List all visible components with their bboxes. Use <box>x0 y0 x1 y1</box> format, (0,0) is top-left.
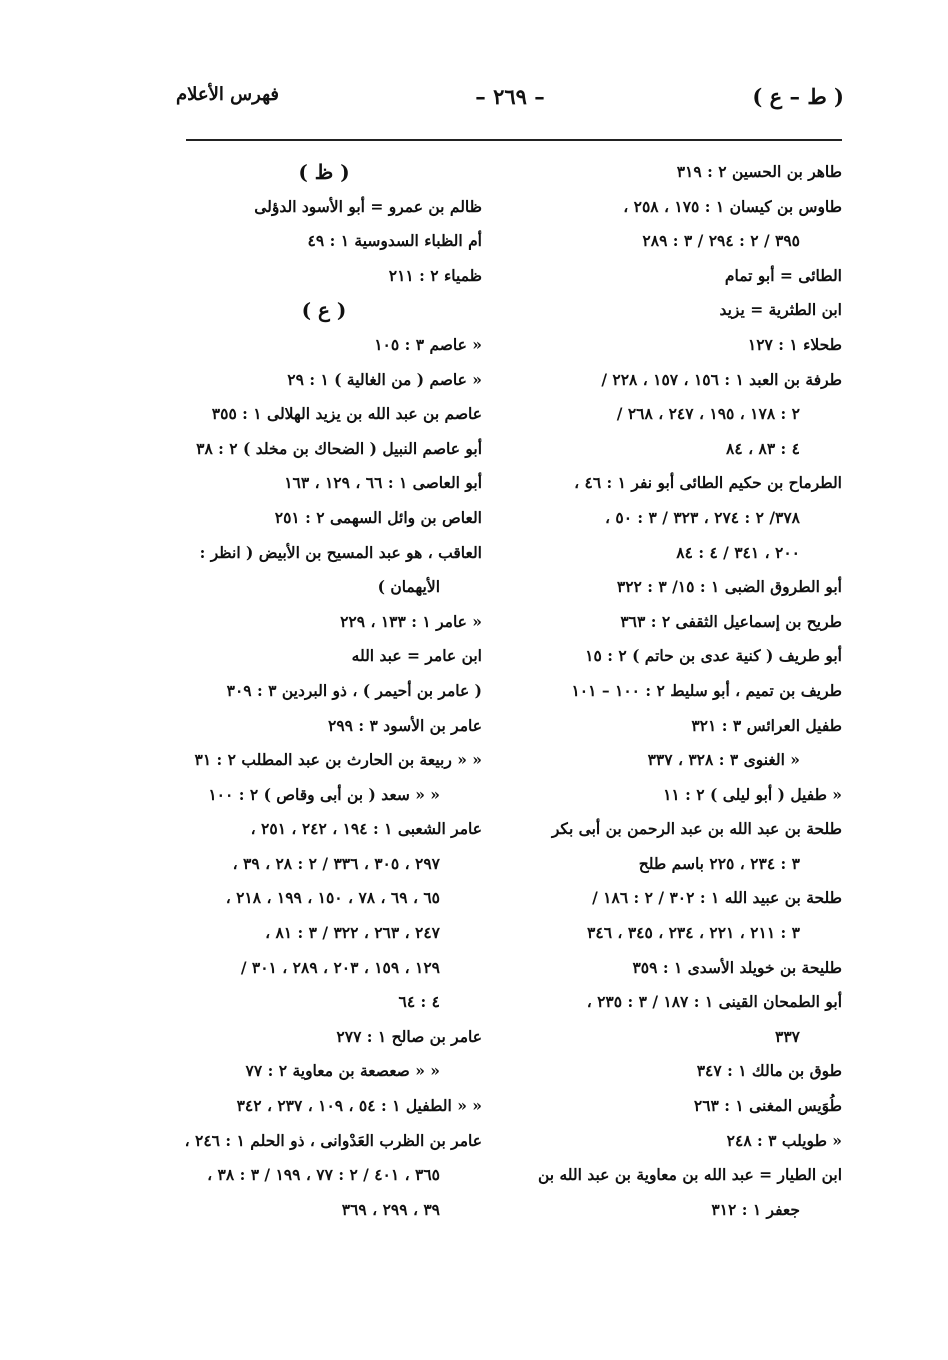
right-column <box>526 155 842 1227</box>
index-entry-line: أبو العاصى ١ : ٦٦ ، ١٢٩ ، ١٦٣ <box>284 473 482 493</box>
index-entry-line: الأيهمان ) <box>377 577 440 597</box>
index-entry-line: ٣ : ٢١١ ، ٢٢١ ، ٢٣٤ ، ٣٤٥ ، ٣٤٦ <box>587 923 800 943</box>
index-entry-line: ٤ : ٦٤ <box>398 992 440 1012</box>
left-column <box>166 155 482 1227</box>
index-entry-line: ظالم بن عمرو = أبو الأسود الدؤلى <box>254 196 482 216</box>
index-entry-line: ٣٧٨/ ٢ : ٢٧٤ ، ٣٢٣ / ٣ : ٥٠ ، <box>604 507 800 527</box>
index-entry-line: الطائى = أبو تمام <box>724 265 842 285</box>
index-entry-line: « « صعصعة بن معاوية ٢ : ٧٧ <box>245 1061 440 1081</box>
index-entry-line: طُوَيس المغنى ١ : ٢٦٣ <box>693 1096 842 1116</box>
header-letters: ( ط – ع ) <box>752 84 844 109</box>
index-entry-line: ( عامر بن أحيمر ) ، ذو البردين ٣ : ٣٠٩ <box>226 680 482 700</box>
index-entry-line: جعفر ١ : ٣١٢ <box>711 1199 800 1219</box>
index-entry-line: عاصم بن عبد الله بن يزيد الهلالى ١ : ٣٥٥ <box>211 404 482 424</box>
index-entry-line: « « سعد ( بن أبى وقاص ) ٢ : ١٠٠ <box>208 784 440 804</box>
index-entry-line: ٢ : ١٧٨ ، ١٩٥ ، ٢٤٧ ، ٢٦٨ / <box>616 404 800 424</box>
index-entry-line: طليحة بن خويلد الأسدى ١ : ٣٥٩ <box>632 957 842 977</box>
index-entry-line: « طفيل ( أبو ليلى ) ٢ : ١١ <box>663 784 842 804</box>
index-entry-line: ٣٦٥ ، ٤٠١ / ٢ : ٧٧ ، ١٩٩ / ٣ : ٣٨ ، <box>207 1165 440 1185</box>
index-entry-line: طريح بن إسماعيل الثقفى ٢ : ٣٦٣ <box>620 611 842 631</box>
index-entry-line: العاص بن وائل السهمى ٢ : ٢٥١ <box>274 507 482 527</box>
index-entry-line: طفيل العرائس ٣ : ٣٢١ <box>691 715 842 735</box>
index-entry-line: « طويلب ٣ : ٢٤٨ <box>726 1130 842 1150</box>
index-entry-line: طريف بن تميم ، أبو سليط ٢ : ١٠٠ – ١٠١ <box>571 680 842 700</box>
index-entry-line: الطرماح بن حكيم الطائى أبو نفر ١ : ٤٦ ، <box>574 473 842 493</box>
index-entry-line: « الغنوى ٣ : ٣٢٨ ، ٣٣٧ <box>647 750 800 770</box>
page-number: – ٢٦٩ – <box>475 84 545 109</box>
index-entry-line: أبو عاصم النبيل ( الضحاك بن مخلد ) ٢ : ٣٨ <box>196 438 482 458</box>
page-header <box>176 84 844 120</box>
index-entry-line: ٤ : ٨٣ ، ٨٤ <box>726 438 800 458</box>
index-entry-line: طلحة بن عبيد الله ١ : ٣٠٢ / ٢ : ١٨٦ / <box>592 888 842 908</box>
index-entry-line: ٦٥ ، ٦٩ ، ٧٨ ، ١٥٠ ، ١٩٩ ، ٢١٨ ، <box>225 888 440 908</box>
index-entry-line: « عامر ١ : ١٣٣ ، ٢٢٩ <box>340 611 482 631</box>
index-entry-line: طرفة بن العبد ١ : ١٥٦ ، ١٥٧ ، ٢٢٨ / <box>601 369 842 389</box>
index-entry-line: ٣٩ ، ٢٩٩ ، ٣٦٩ <box>341 1199 440 1219</box>
index-entry-line: « عاصم ( من الغالية ) ١ : ٢٩ <box>287 369 482 389</box>
index-entry-line: ٣ : ٢٣٤ ، ٢٢٥ باسم طلح <box>638 853 800 873</box>
index-entry-line: طلحة بن عبد الله بن عبد الرحمن بن أبى بكر <box>551 819 842 839</box>
section-letter-heading: ( ظ ) <box>298 160 350 184</box>
header-rule <box>186 139 842 141</box>
index-entry-line: طوق بن مالك ١ : ٣٤٧ <box>696 1061 842 1081</box>
index-entry-line: أم الظباء السدوسية ١ : ٤٩ <box>307 231 482 251</box>
index-entry-line: طاهر بن الحسين ٢ : ٣١٩ <box>676 162 842 181</box>
index-entry-line: ظمياء ٢ : ٢١١ <box>388 265 482 285</box>
index-entry-line: ابن عامر = عبد الله <box>351 646 482 666</box>
index-entry-line: ابن الطثرية = يزيد <box>719 300 842 320</box>
index-entry-line: « « الطفيل ١ : ٥٤ ، ١٠٩ ، ٢٣٧ ، ٣٤٢ <box>236 1096 482 1116</box>
index-entry-line: طاوس بن كيسان ١ : ١٧٥ ، ٢٥٨ ، <box>623 196 842 216</box>
index-entry-line: ٣٣٧ <box>775 1026 800 1046</box>
index-entry-line: عامر بن صالح ١ : ٢٧٧ <box>336 1026 482 1046</box>
index-entry-line: العاقب ، هو عبد المسيح بن الأبيض ( انظر : <box>199 542 482 562</box>
index-entry-line: عامر بن الظرب العَدْوانى ، ذو الحلم ١ : ٢٤٦ ، <box>184 1130 482 1150</box>
index-entry-line: عامر الشعبى ١ : ١٩٤ ، ٢٤٢ ، ٢٥١ ، <box>250 819 482 839</box>
index-entry-line: ٢٤٧ ، ٢٦٣ ، ٣٢٢ / ٣ : ٨١ ، <box>265 923 440 943</box>
index-entry-line: أبو طريف ( كنية عدى بن حاتم ) ٢ : ١٥ <box>585 646 842 666</box>
index-title: فهرس الأعلام <box>176 84 279 105</box>
index-entry-line: ٢٩٧ ، ٣٠٥ ، ٣٣٦ / ٢ : ٢٨ ، ٣٩ ، <box>232 853 440 873</box>
index-entry-line: طحلاء ١ : ١٢٧ <box>747 334 842 354</box>
index-entry-line: « عاصم ٣ : ١٠٥ <box>374 334 482 354</box>
index-entry-line: ابن الطيار = عبد الله بن معاوية بن عبد الله بن <box>537 1165 842 1185</box>
index-entry-line: أبو الطمحان القينى ١ : ١٨٧ / ٣ : ٢٣٥ ، <box>586 992 842 1012</box>
index-entry-line: ٢٠٠ ، ٣٤١ / ٤ : ٨٤ <box>676 542 800 562</box>
index-entry-line: ١٢٩ ، ١٥٩ ، ٢٠٣ ، ٢٨٩ ، ٣٠١ / <box>240 957 440 977</box>
index-entry-line: أبو الطروق الضبى ١ : ١٥/ ٣ : ٣٢٢ <box>616 577 842 597</box>
index-entry-line: عامر بن الأسود ٣ : ٢٩٩ <box>328 715 482 735</box>
index-entry-line: « « ربيعة بن الحارث بن عبد المطلب ٢ : ٣١ <box>194 750 482 770</box>
index-entry-line: ٣٩٥ / ٢ : ٢٩٤ / ٣ : ٢٨٩ <box>642 231 800 251</box>
section-letter-heading: ( ع ) <box>301 298 347 323</box>
